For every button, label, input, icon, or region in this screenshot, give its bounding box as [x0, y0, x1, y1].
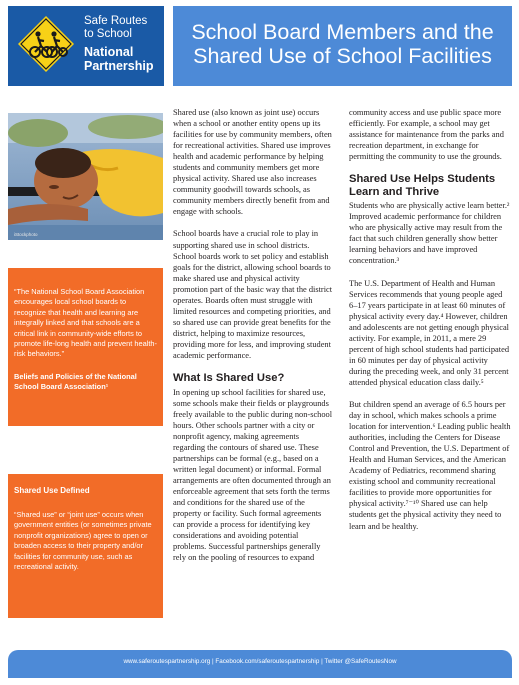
paragraph: Shared use (also known as joint use) occurs when a school or another entity opens up its facilities for use by community members, often for recreational activities. Shared use improves health and academic performance by helping students and community members get more physical activity. Shared use also increases community goodwill towards schools, as community members directly benefit from and engage with schools.: [173, 108, 332, 217]
footer-links[interactable]: www.saferoutespartnership.org | Facebook.com/saferoutespartnership | Twitter @SafeRoutesNow: [123, 658, 397, 665]
logo-line: Partnership: [84, 59, 154, 73]
logo-line: National: [84, 45, 134, 59]
school-crossing-sign-icon: [16, 14, 76, 74]
section-heading: What Is Shared Use?: [173, 372, 285, 385]
title-banner: [173, 6, 512, 86]
body-column-1: [173, 107, 333, 574]
definition-title: Shared Use Defined: [14, 486, 90, 495]
footer-bar: [8, 650, 512, 678]
page-title: [173, 20, 512, 68]
child-on-playground-image: [8, 113, 163, 240]
paragraph: community access and use public space more efficiently. For example, a school may get assistance for maintenance from the parks and recreation department, in exchange for permitting the community to use the grounds.: [349, 108, 504, 162]
definition-callout: [8, 474, 163, 618]
paragraph: The U.S. Department of Health and Human Services recommends that young people aged 6–17 years participate in at least 60 minutes of physical activity every day.⁴ However, children and adolescents are not getting enough physical activity. For example, in 2011, a mere 29 percent of high school students had participated in 60 minutes per day of physical activity during the preceding week, and only 31 percent attended physical education class daily.⁵: [349, 278, 510, 387]
paragraph: School boards have a crucial role to play in supporting shared use in school districts. School boards work to set policy and establish goals for the district, allowing school boards to make shared use and physical activity promotion part of the basic way that the district operates. Boards often must struggle with limited resources and competing priorities, and so shared use can provide great benefits for the district, helping to maximize resources, providing more for less, and improving student academic performance.: [173, 229, 333, 360]
paragraph: Students who are physically active learn better.² Improved academic performance for children who are physically active may result from the fact that such children generally show better learning behaviors and have improved concentration.³: [349, 201, 510, 266]
child-photo: [8, 113, 163, 240]
paragraph: But children spend an average of 6.5 hours per day in school, which makes schools a prime location for intervention.⁶ Leading public health authorities, including the Centers for Disease Control and Prevention, the U.S. Department of Health and Human Services, and the American Academy of Pediatrics, recommend sharing existing school and community recreational facilities to provide more opportunities for physical activity.⁷⁻¹⁰ Shared use can help students get the physical activity they need to learn and be healthy.: [349, 399, 511, 531]
quote-source: Beliefs and Policies of the National School Board Association¹: [14, 371, 137, 392]
title-line: Shared Use of School Facilities: [193, 44, 492, 68]
photo-credit: iStockphoto: [14, 232, 38, 237]
logo-line: to School: [84, 28, 132, 40]
body-column-2: [349, 107, 511, 543]
section-heading: Shared Use Helps Students Learn and Thrive: [349, 173, 496, 198]
title-line: School Board Members and the: [191, 20, 494, 44]
quote-callout: [8, 268, 163, 426]
paragraph: In opening up school facilities for shared use, some schools make their fields or playgrounds freely available to the public during non-school hours. Other schools partner with a city or nonprofit agency, making agreements regarding the contours of shared use. These partnerships can be formal (e.g., based on a written legal document) or informal. Formal arrangements are often documented through an enforceable agreement that sets forth the terms and conditions for the shared use of the property or facility. Such formal agreements can provide a process for identifying key considerations and avoiding potential problems. Successful partnerships generally rely on the pooling of resources to expand: [173, 387, 333, 563]
logo-wordmark: [84, 15, 153, 73]
definition-text: “Shared use” or “joint use” occurs when government entities (or sometimes private nonprofit organizations) agree to open or broaden access to their property and/or facilities for community use, such as recreational activity.: [14, 510, 152, 572]
logo-line: Safe Routes: [84, 15, 148, 27]
quote-text: “The National School Board Association encourages local school boards to recognize that health and learning are integrally linked and that schools are a critical link in community-wide efforts to promote life-long health and prevent health-risk behaviors.”: [14, 287, 157, 359]
organization-logo: [8, 6, 164, 86]
